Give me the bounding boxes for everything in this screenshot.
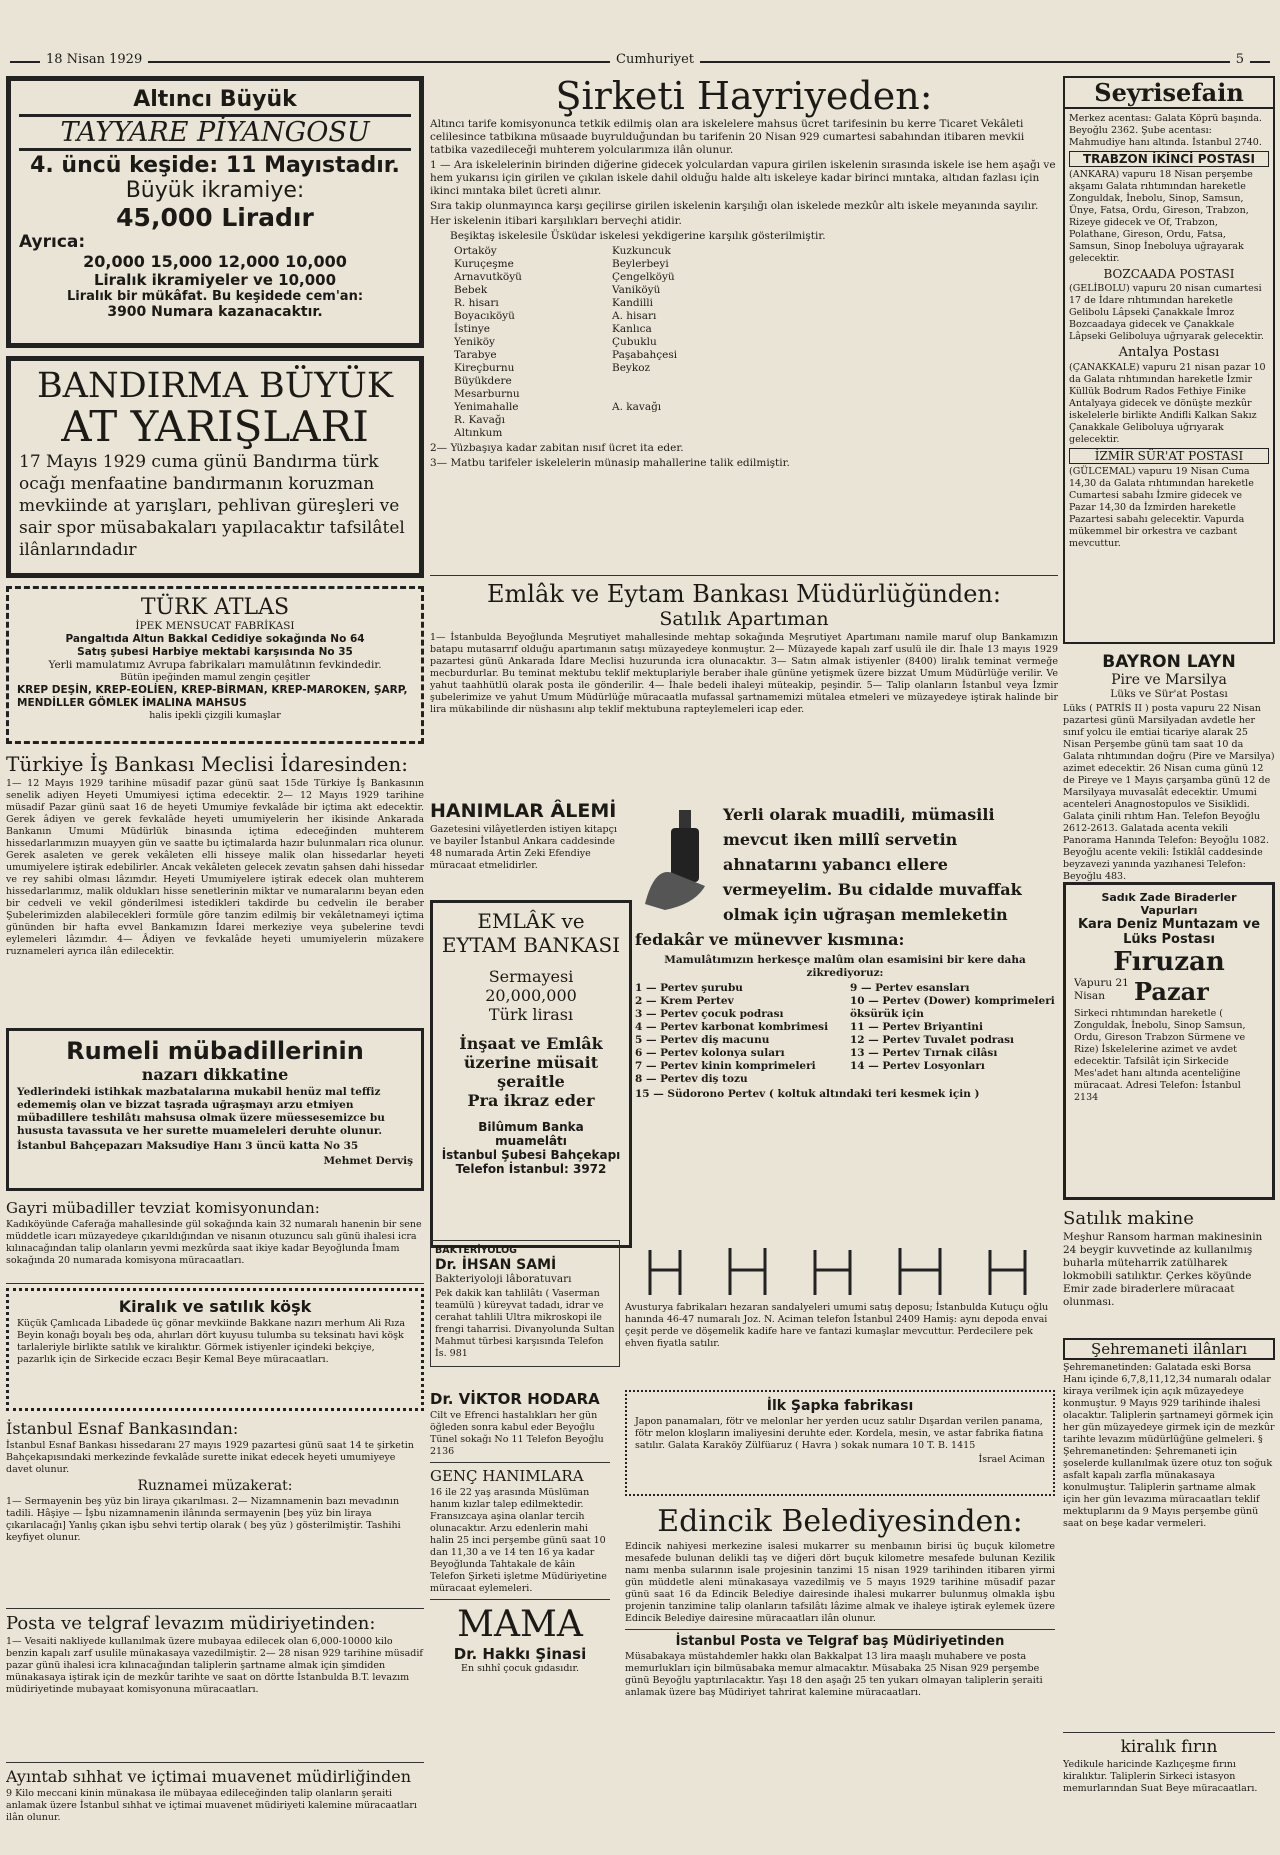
chairs-illustration [630, 1240, 1050, 1300]
sadik-date: Vapuru 21 Nisan [1074, 977, 1129, 1002]
tayyare-line10: 3900 Numara kazanacaktır. [107, 304, 323, 320]
pertev-item: 12 — Pertev Tuvalet podrası [850, 1034, 1015, 1046]
mid-ad-block [430, 800, 1058, 1390]
pier-right: Çubuklu [612, 336, 657, 348]
gayri-title: Gayri mübadiller tevziat komisyonundan: [6, 1199, 320, 1217]
tayyare-line5: 45,000 Liradır [116, 203, 314, 232]
pier-left: Yenimahalle [454, 401, 519, 413]
tayyare-ad [6, 76, 424, 348]
makine-title: Satılık makine [1063, 1208, 1194, 1229]
s1-title: TRABZON İKİNCİ POSTASI [1069, 151, 1269, 167]
masthead-title: Cumhuriyet [610, 52, 700, 67]
pertev-list [635, 982, 1055, 1086]
left-column [6, 76, 424, 1846]
pier-row [450, 284, 766, 297]
makine-ad [1063, 1208, 1275, 1338]
emlak2-title: EMLÂK ve EYTAM BANKASI [441, 909, 621, 957]
sirketi-p2: Sıra takip olunmayınca karşı geçilirse girilen iskelenin karşılığı olan iskelede mezkûr altı iskele meyanında sayılır. [430, 200, 1039, 212]
s3-body: (ÇANAKKALE) vapuru 21 nisan pazar 10 da Galata rıhtımından hareketle İzmir Küllük Bodrum Rados Fethiye Finike Antalyaya gidecek ve dönüşte mezkûr iskelelerle birlikte Andifli Kalkan Sakız Çanakkale Geliboluya uğrıyarak gelecektir. [1069, 362, 1266, 445]
hanimlar-body: Gazetesini vilâyetlerden istiyen kitapçı ve bayiler İstanbul Ankara caddesinde 48 numarada Artin Zeki Efendiye müracaat etmelidirler. [430, 824, 617, 871]
sirketi-p5: 3— Matbu tarifeler iskelelerin münasip mahallerine talik edilmiştir. [430, 457, 790, 469]
turkatlas-l2: Pangaltıda Altun Bakkal Cedidiye sokağında No 64 [65, 633, 365, 645]
hodara-body: Cilt ve Efrenci hastalıkları her gün öğleden sonra kabul eder Beyoğlu Tünel sokağı No 11 Telefon Beyoğlu 2136 [430, 1410, 604, 1457]
pier-row [450, 258, 766, 271]
posta-body: 1— Vesaiti nakliyede kullanılmak üzere mubayaa edilecek olan 6,000-10000 kilo benzin kapalı zarf usulile münakasaya vazedilmiştir. 2— 28 nisan 929 tarihine müsadif pazar günü ihalesi icra kılınacağından taliplerin şartname almak için şimdiden münakasaya iştirak için de mezkûr tarihte ve saat on dörtte İstanbulda B.T. levazım müdiriyetinde mubayaat komisyonuna müracaatları. [6, 1636, 423, 1695]
masthead-date: 18 Nisan 1929 [40, 52, 148, 67]
tayyare-line4: Büyük ikramiye: [125, 178, 305, 203]
sadik-ship: Fıruzan [1113, 947, 1225, 977]
turkatlas-l5: Bütün ipeğinden mamul zengin çeşitler [120, 672, 310, 683]
emlak2-l4: İstanbul Şubesi Bahçekapı [441, 1148, 621, 1162]
s4-body: (GÜLCEMAL) vapuru 19 Nisan Cuma 14,30 da Galata rıhtımından hareketle Cumartesi sabahı İzmire gidecek ve Pazar 14,30 da İzmirden hareketle Pazartesi sabahı gelecektir. Vapurda mükemmel bir orkestra ve cazbant mevcuttur. [1069, 466, 1254, 549]
hanimlar-title: HANIMLAR ÂLEMİ [430, 800, 617, 822]
genc-title: GENÇ HANIMLARA [430, 1467, 584, 1485]
bakteri-name: Dr. İHSAN SAMİ [435, 1257, 557, 1273]
turkatlas-l4: Yerli mamulatımız Avrupa fabrikaları mamulâtının fevkindedir. [48, 659, 382, 671]
emlak2-l5: Telefon İstanbul: 3972 [455, 1162, 607, 1176]
rumeli-title: Rumeli mübadillerinin [66, 1037, 364, 1065]
bayron-title: BAYRON LAYN [1102, 652, 1236, 672]
edincik-body: Edincik nahiyesi merkezine isalesi mukarrer su menbaının birisi üç buçuk kilometre mesafede bulunan delikli taş ve diğeri dört buçuk kilometre mesafede bulunan Kezilik namı menba sularının isale projesinin tanzimi 15 nisan 1929 tarihinden itibaren yirmi gün müddetle aleni münakasaya vazedilmiş ve 5 mayıs 1929 tarihine müsadif pazar günü saat 16 da Edincik Belediye dairesinde ihalesi mukarrer bulunmuş olmakla işbu projenin tanzimine talip olanların tafsilâtı lâzime almak ve ihaleye iştirak eylemek üzere Edincik Belediye dairesine müracaatları ilân olunur. [625, 1541, 1055, 1624]
s2-body: (GELİBOLU) vapuru 20 nisan cumartesi 17 de İdare rıhtımından hareketle Gelibolu Lâpseki Çanakkale İmroz Bozcaadaya gidecek ve Çanakkale Lâpseki Geliboluya uğrıyarak gelecektir. [1069, 283, 1264, 342]
emlak-bank-ad [430, 900, 632, 1248]
masthead-page-number: 5 [1230, 52, 1250, 67]
pier-left: Kuruçeşme [454, 258, 514, 270]
bayron-body: Lüks ( PATRİS II ) posta vapuru 22 Nisan pazartesi günü Marsilyadan avdetle her sınıf yolcu ile emtiai ticariye alarak 25 Nisan Perşembe günü tam saat 10 da Galata rıhtımından doğru (Pire ve Marsilya) azimet edecektir. 26 Nisan cuma günü 12 de Pireye ve 1 Mayıs çarşamba günü 12 de Marsilyaya muvasalât edecektir. Umumi acenteleri Anagnostopulos ve Sisiklidi. Galata çinili rıhtım Han. Telefon Beyoğlu 2612-2613. Galatada acenta vekili Panorama Hanında Telefon: Beyoğlu 1082. Beyoğlu acente vekili: İstiklâl caddesinde beyzavezi yanında yazıhanesi Telefon: Beyoğlu 483. [1063, 703, 1275, 882]
pertev-item: 7 — Pertev kinin komprimeleri [635, 1060, 816, 1072]
pier-right: Çengelköyü [612, 271, 675, 283]
pier-right: Vaniköyü [612, 284, 661, 296]
pier-left: Büyükdere [454, 375, 512, 387]
pertev-item: 1 — Pertev şurubu [635, 982, 743, 994]
sapka-title: İlk Şapka fabrikası [766, 1398, 914, 1414]
s2-title: BOZCAADA POSTASI [1103, 267, 1235, 281]
sehremaneti-body: Şehremanetinden: Galatada eski Borsa Hanı içinde 6,7,8,11,12,34 numaralı odalar kiraya verilmek için açık müzayedeye konmuştur. 9 Mayıs 929 tarihinde ihalesi olacaktır. Taliplerin şartnameyi görmek için her gün müzayedeye girmek için de mezkûr tarihte levazım müdürlüğüne gelmeleri. § Şehremanetinden: Şehremaneti için şoselerde kullanılmak üzere otuz ton soğuk asfalt kapalı zarfla münakasaya konulmuştur. Taliplerin şartname almak için her gün levazıma müracaatları teklif mektuplarını da 9 Mayıs perşembe günü saat on beşe kadar vermeleri. [1063, 1362, 1275, 1529]
sapka-body: Japon panamaları, fötr ve melonlar her yerden ucuz satılır Dışardan verilen panama, fötr melon kloşların imaliyesini deruhte eder. Kordela, mesin, ve astar fabrika fiatına satılır. Galata Karaköy Zülfüaruz ( Havra ) sokak numara 10 T. B. 1415 [635, 1416, 1044, 1451]
bakteri-head: BAKTERİYOLOG [435, 1245, 517, 1256]
s3-title: Antalya Postası [1118, 345, 1220, 360]
esnaf-ad [6, 1419, 424, 1604]
posta-title: Posta ve telgraf levazım müdiriyetinden: [6, 1613, 376, 1634]
lower-mid [430, 1240, 1055, 1390]
pier-left: Arnavutköyü [454, 271, 522, 283]
kiralik-title: Kiralık ve satılık köşk [118, 1297, 312, 1316]
pertev-item: 2 — Krem Pertev [635, 995, 734, 1007]
pier-row [450, 310, 766, 323]
tayyare-line9: Liralık bir mükâfat. Bu keşidede cem'an: [66, 289, 364, 304]
turkatlas-l6: KREP DEŞİN, KREP-EOLİEN, KREP-BİRMAN, KREP-MAROKEN, ŞARP, MENDİLLER GÖMLEK İMALINA MAHSUS [17, 684, 408, 709]
pier-left: Boyacıköyü [454, 310, 515, 322]
tayyare-line8: Liralık ikramiyeler ve 10,000 [93, 271, 337, 289]
firin-title: kiralık fırın [1120, 1737, 1218, 1757]
pertev-item: 6 — Pertev kolonya suları [635, 1047, 785, 1059]
pertev-ad [635, 800, 1055, 1230]
emlak-ad [430, 580, 1058, 800]
sehremaneti-ad [1063, 1338, 1275, 1728]
pier-left: Kireçburnu [454, 362, 515, 374]
sihhat-ad [6, 1767, 424, 1846]
sapka-sign: İsrael Aciman [978, 1454, 1045, 1465]
pier-left: R. Kavağı [454, 414, 505, 426]
pier-right: Kuzkuncuk [612, 245, 671, 257]
pertev-item: 9 — Pertev esansları [850, 982, 970, 994]
seyrisefain-ad [1063, 76, 1275, 644]
pier-left: Yeniköy [454, 336, 495, 348]
rumeli-sub: nazarı dikkatine [141, 1065, 289, 1084]
gayri-body: Kadıköyünde Caferağa mahallesinde gül sokağında kain 32 numaralı hanenin bir sene müddetle icarı müzayedeye çıkarıldığından ve nisanın otuzuncu salı günü ihalesi icra kılınacağından talip olanların yevmi mezkûrda saat ikiye kadar Beyoğlunda İmam sokağında 20 numarada komisyona müracaatları. [6, 1219, 422, 1266]
mama-slogan: En sıhhî çocuk gıdasıdır. [461, 1663, 579, 1674]
rumeli-addr: İstanbul Bahçepazarı Maksudiye Hanı 3 üncü katta No 35 [17, 1140, 359, 1152]
pier-right: Beykoz [612, 362, 651, 374]
esnaf-body: İstanbul Esnaf Bankası hissedaranı 27 mayıs 1929 pazartesi günü saat 14 te şirketin Bahçekapısındaki merkezinde fevkalâde surette inikat edecek heyeti umumiyeye davet olunur. [6, 1440, 414, 1475]
sadik-day: Pazar [1134, 977, 1209, 1006]
isbank-body: 1— 12 Mayıs 1929 tarihine müsadif pazar günü saat 15de Türkiye İş Bankasının senelik adiyen Heyeti Umumiyesi içtima edecektir. 2— 12 Mayıs 1929 tarihine müsadif Pazar günü saat 16 de heyeti Umumiye fevkalâde bir içtima akt edecektir. Gerek âdiyen ve gerek fevkalâde heyeti umumiyelerin her ikisinde Ankarada Bankanın Umumi Müdürlük binasında içtima edeceğinden muhterem hissedarlarımızın muayyen gün ve saatte bu içtimalarda hazır bulunmaları rica olunur. Gerek asaleten ve gerek vekâleten elli hisseye malik olan hissedarlar heyeti umumiyelere iştirak edebilirler. Ancak vekâleten gelecek zevatın şahsen dahi hissedar ve rey sahibi olması lâzımdır. Heyeti Umumiyelere iştirak edecek olan muhterem hissedarlarımız, malik oldukları hisse senetlerinin miktar ve numaralarını beyan eden bir cedveli ve vekil gönderilmesi istedikleri takdirde bu cedvelin ile beraber Şubelerimizden alabilecekleri formüle göre tanzim edilmiş bir vekâletnameyi içtima gününden bir hafta evvel Bankamızın İdarei merkeziye veya şubelerine tevdi eylemeleri lâzımdır. 4— Âdiyen ve fevkalâde heyeti umumiyelerin müzakere ruznameleri ayrıca ilân edilecektir. [6, 778, 424, 957]
hodara-name: Dr. VİKTOR HODARA [430, 1390, 600, 1408]
pier-right: Kanlıca [612, 323, 652, 335]
pier-left: Tarabye [454, 349, 497, 361]
sadik-title: Sadık Zade Biraderler Vapurları [1101, 891, 1237, 917]
pertev-item: 13 — Pertev Tırnak cilâsı [850, 1047, 998, 1059]
bandirma-title2: AT YARIŞLARI [61, 402, 369, 451]
esnaf-title: İstanbul Esnaf Bankasından: [6, 1419, 239, 1438]
hanimlar-ad [430, 800, 628, 874]
sirketi-intro: Altıncı tarife komisyonunca tetkik edilmiş olan ara iskelelere mahsus ücret tarifesinin bu kerre Ticaret Vekâleti celilesince tatbikına müsaade buyrulduğundan bu tarifenin 20 Nisan 929 cumartesi sabahından itibaren mevkii tatbika vazedileceği muhterem yolcularımıza ilân olunur. [430, 118, 1025, 156]
pertev-intro: Mamulâtımızın herkesçe malûm olan esamisini bir kere daha zikrediyoruz: [664, 954, 1026, 979]
pier-right [608, 427, 766, 440]
sirketi-pier-table [450, 245, 766, 440]
bandirma-title1: BANDIRMA BÜYÜK [36, 366, 394, 406]
emlak2-l3: Bilûmum Banka muamelâtı [478, 1120, 584, 1148]
turkatlas-ad [6, 586, 424, 744]
pertev-text: Yerli olarak muadili, mümasili mevcut iken millî servetin ahnatarını yabancı ellere vermeyelim. Bu cidalde muvaffak olmak için uğraşan memleketin fedakâr ve münevver kısmına: [635, 805, 1022, 949]
pertev-item: 14 — Pertev Losyonları [850, 1060, 985, 1072]
kiralik-kosk-ad [6, 1288, 424, 1411]
emlak-title: Emlâk ve Eytam Bankası Müdürlüğünden: [487, 580, 1001, 608]
pier-right [608, 388, 766, 401]
gayri-ad [6, 1199, 424, 1279]
sehremaneti-title: Şehremaneti ilânları [1063, 1338, 1275, 1360]
pier-row [450, 427, 766, 440]
sandalye-body: Avusturya fabrikaları hezaran sandalyeleri umumi satış deposu; İstanbulda Kutuçu oğlu hanında 46-47 numaralı Joz. N. Aciman telefon İstanbul 2409 Hamiş: aynı depoda envai çeşit perde ve döşemelik kadife hare ve fantazi kumaşlar mevcuttur. Perdecilere pek ehven fiyatla satılır. [625, 1302, 1049, 1349]
emlak2-lira: Türk lirası [488, 1005, 574, 1024]
pier-row [450, 349, 766, 362]
sapka-ad [625, 1390, 1055, 1496]
firin-body: Yedikule haricinde Kazlıçeşme fırını kiralıktır. Taliplerin Sirkeci istasyon memurlarından Suat Beye müracaatları. [1063, 1759, 1258, 1794]
pier-right [608, 414, 766, 427]
pertev-item: 3 — Pertev çocuk podrası [635, 1008, 784, 1020]
s4-title: İZMİR SÜR'AT POSTASI [1069, 448, 1269, 464]
sandalye-ad [625, 1240, 1055, 1350]
emlak2-l2: Pra ikraz eder [467, 1091, 595, 1110]
pier-row [450, 362, 766, 375]
makine-body: Meşhur Ransom harman makinesinin 24 beygir kuvvetinde az kullanılmış buharla müteharrik zatülharek lokmobili satılıktır. Çerkes köyünde Emir zade biraderlere müracaat olunması. [1063, 1231, 1263, 1308]
pier-left: Altınkum [454, 427, 503, 439]
bayron-sub: Pire ve Marsilya [1111, 672, 1227, 688]
emlak2-l1: İnşaat ve Emlâk üzerine müsait şeraitle [459, 1034, 603, 1091]
masthead [10, 52, 1270, 72]
isbank-ad [6, 752, 424, 1022]
posta-ad [6, 1613, 424, 1758]
bakteri-body: Pek dakik kan tahlilâtı ( Vaserman teamülü ) küreyvat tadadı, idrar ve cerahat tahlili Ultra mikroskopi ile frengi taharrisi. Divanyolunda Sultan Mahmut türbesi karşısında Telefon İs. 981 [435, 1288, 615, 1359]
ptt-body: Müsabakaya müstahdemler hakkı olan Bakkalpat 13 lira maaşlı muhabere ve posta memurlukları için bilmüsabaka memur almacaktır. Müsabaka 25 Nisan 929 perşembe günü Beyoğlu yaptırılacaktır. Yaşı 18 den aşağı 25 ten yukarı olmayan taliplerin şeraiti anlamak üzere baş Müdiriyet tahrirat kalemine müracaatları. [625, 1651, 1043, 1698]
esnaf-body2: 1— Sermayenin beş yüz bin liraya çıkarılması. 2— Nizamnamenin bazı mevadının tadili. Hâşiye — İşbu nizamnamenin ilânında sermayenin [beş yüz bin liraya çıkarılacağı] Yanlış çıkan işbu sehvi tertip olarak ( beş yüz ) gösterilmiştir. Tashihi keyfiyet olunur. [6, 1496, 401, 1543]
kiralik-body: Küçük Çamlıcada Libadede üç gönar mevkiinde Bakkane nazırı merhum Ali Rıza Beyin konağı boyalı beş oda, ahırları dört kuyusu tulumba su teksinatı havi köşk tarlaleriyle birlikte satılık ve kiralıktır. Görmek istiyenler içindeki bekçiye, pazarlık için de Sirkecide eczacı Beşir Kemal Beye müracaatları. [17, 1318, 406, 1365]
pier-row [450, 414, 766, 427]
s1-body: (ANKARA) vapuru 18 Nisan perşembe akşamı Galata rıhtımından hareketle Zonguldak, İnebolu, Sinop, Samsun, Ünye, Fatsa, Ordu, Gireson, Trabzon, Rizeye gidecek ve Of, Trabzon, Polathane, Gireson, Ordu, Fatsa, Samsun, Sinop İneboluya uğrayarak gelecektir. [1069, 169, 1253, 264]
right-column [1063, 76, 1275, 1846]
pier-row [450, 336, 766, 349]
pertev-item: 11 — Pertev Briyantini [850, 1021, 983, 1033]
seyrisefain-addr: Merkez acentası: Galata Köprü başında. Beyoğlu 2362. Şube acentası: Mahmudiye hanı altında. İstanbul 2740. [1069, 113, 1262, 148]
pier-row [450, 271, 766, 284]
pier-right [608, 375, 766, 388]
sadik-body: Sirkeci rıhtımından hareketle ( Zonguldak, İnebolu, Sinop Samsun, Ordu, Gireson Trabzon Sürmene ve Rize) İskelelerine azimet ve avdet edecektir. Tafsilât için Sirkecide Mes'adet hanı altında acenteliğine müracaat. Adresi Telefon: İstanbul 2134 [1074, 1008, 1246, 1103]
sadik-ad [1063, 882, 1275, 1200]
edincik-title: Edincik Belediyesinden: [657, 1504, 1023, 1539]
rumeli-body: Yedlerindeki istihkak mazbatalarına mukabil henüz mal teffiz edememiş olan ve bizzat taşrada uğraşmayı arzu etmiyen mübadillere teshilâtı mahsusa olmak üzere müessesemizce bu hususta tavassuta ve her surette muameleleri deruhte olunur. [17, 1086, 385, 1137]
sirketi-p3: Her iskelenin itibari karşılıkları berveçhi atidir. [430, 215, 682, 227]
sirketi-header: Beşiktaş iskelesile Üsküdar iskelesi yekdigerine karşılık gösterilmiştir. [450, 230, 826, 242]
turkatlas-l1: İPEK MENSUCAT FABRİKASI [135, 620, 295, 632]
ptt-title: İstanbul Posta ve Telgraf baş Müdiriyetinden [675, 1634, 1005, 1649]
pier-right: A. hisarı [612, 310, 657, 322]
hand-bottle-illustration [635, 804, 715, 914]
bakteri-lab: Bakteriyoloji lâboratuvarı [435, 1273, 572, 1285]
pier-right: Beylerbeyi [612, 258, 669, 270]
emlak-sub: Satılık Apartıman [659, 608, 829, 630]
pertev-item: 8 — Pertev diş tozu [635, 1073, 748, 1085]
pier-left: Mesarburnu [454, 388, 520, 400]
esnaf-ruzname: Ruznamei müzakerat: [137, 1478, 293, 1494]
seyrisefain-title: Seyrisefain [1065, 78, 1273, 109]
middle-column [430, 76, 1058, 1846]
bandirma-ad [6, 356, 424, 578]
tayyare-line6: Ayrıca: [19, 232, 86, 252]
pier-left: Ortaköy [454, 245, 497, 257]
sirketi-title: Şirketi Hayriyeden: [555, 76, 933, 118]
pertev-item: 5 — Pertev diş macunu [635, 1034, 770, 1046]
bayron-sub2: Lüks ve Sür'at Postası [1110, 688, 1228, 700]
tayyare-title: TAYYARE PİYANGOSU [19, 114, 411, 151]
pier-right: A. kavağı [612, 401, 662, 413]
rumeli-ad [6, 1028, 424, 1191]
pertev-last: 15 — Südorono Pertev ( koltuk altındaki teri kesmek için ) [635, 1088, 980, 1100]
pier-row [450, 323, 766, 336]
pier-right: Paşabahçesi [612, 349, 678, 361]
rumeli-sign: Mehmet Derviş [323, 1155, 413, 1167]
pier-row [450, 297, 766, 310]
bakteri-ad [430, 1240, 620, 1367]
turkatlas-l3: Satış şubesi Harbiye mektabi karşısında No 35 [77, 646, 353, 658]
sihhat-title: Ayıntab sıhhat ve içtimai muavenet müdirliğinden [6, 1767, 411, 1786]
sihhat-body: 9 Kilo meccani kinin münakasa ile mübayaa edileceğinden talip olanların şeraiti anlamak üzere İstanbul sıhhat ve içtimai muavenet müdiriyeti kalemine müracaatları ilân olunur. [6, 1788, 417, 1823]
firin-ad [1063, 1737, 1275, 1837]
mama-title: MAMA [457, 1604, 583, 1645]
pier-left: İstinye [454, 323, 491, 335]
turkatlas-l7: halis ipekli çizgili kumaşlar [149, 710, 281, 721]
sirketi-ad [430, 76, 1058, 571]
isbank-title: Türkiye İş Bankası Meclisi İdaresinden: [6, 752, 409, 776]
tayyare-line7: 20,000 15,000 12,000 10,000 [83, 252, 347, 271]
tayyare-line1: Altıncı Büyük [133, 87, 297, 112]
pier-row [450, 375, 766, 388]
tayyare-line3: 4. üncü keşide: 11 Mayıstadır. [30, 153, 400, 178]
emlak2-capital: Sermayesi 20,000,000 [485, 967, 577, 1005]
mama-name: Dr. Hakkı Şinasi [453, 1645, 587, 1663]
bandirma-body: 17 Mayıs 1929 cuma günü Bandırma türk ocağı menfaatine bandırmanın koruzman mevkiinde at yarışları, pehlivan güreşleri ve sair spor müsabakaları yapılacaktır tafsilâtel ilânlarındadır [19, 452, 405, 560]
pier-row [450, 401, 766, 414]
right-mid-bottom [625, 1390, 1055, 1701]
turkatlas-title: TÜRK ATLAS [140, 595, 290, 620]
genc-body: 16 ile 22 yaş arasında Müslüman hanım kızlar talep edilmektedir. Fransızcaya aşina olanlar tercih olunacaktır. Arzu edenlerin mahi halin 25 inci perşembe günü saat 10 dan 11,30 a ve 14 ten 16 ya kadar Beyoğlunda Tahtakale de kâin Telefon Şirketi işletme Müdüriyetine müracaat eylemeleri. [430, 1487, 607, 1594]
pertev-item: 4 — Pertev karbonat kombrimesi [635, 1021, 829, 1033]
pier-row [450, 388, 766, 401]
hodara-ad [430, 1390, 610, 1675]
pertev-item: 10 — Pertev (Dower) komprimeleri öksürük için [850, 995, 1055, 1020]
pier-left: R. hisarı [454, 297, 499, 309]
pier-right: Kandilli [612, 297, 654, 309]
bottom-mid [430, 1390, 1058, 1830]
sadik-sub: Kara Deniz Muntazam ve Lüks Postası [1077, 917, 1261, 947]
pier-left: Bebek [454, 284, 488, 296]
emlak-body: 1— İstanbulda Beyoğlunda Meşrutiyet mahallesinde mehtap sokağında Meşrutiyet Apartımanı namile maruf olup Bankamızın batapu mutasarrıf olduğu apartımanın satışı müzayedeye konmuştur. 2— Müzayede kapalı zarf usulü ile dir. İhale 13 mayıs 1929 pazartesi günü Ankarada İdare Meclisi huzurunda icra olunacaktır. 3— Satın almak istiyenler (8400) liralık teminat vermeğe mecburdurlar. Bu teminat mektubu teklif mektuplariyle beraber ihale gününe yetişmek üzere bizzat Umum Müdürlüğe verilir. Ve yahut taahhütlü olarak posta ile gönderilir. 4— İhale bedeli ihaleyi müteakip, peşindir. 5— Talip olanların İstanbul veya İzmir şubelerimize ve yahut Umum Müdürlüğe müracaatla mufassal şartnamemizi mütalea etmeleri ve müzayedeye iştirak halinde bir lira mükabilinde dir nüshasını alıp teklif mektubuna rapteylemeleri icap eder. [430, 632, 1058, 715]
pier-row [450, 245, 766, 258]
bayron-ad [1063, 652, 1275, 882]
sirketi-p1: 1 — Ara iskelelerinin birinden diğerine gidecek yolculardan vapura girilen iskelenin sırasında iskele ise hem aşağı ve hem yukarısı için girilen ve çıkılan iskele dahil olduğu halde altı iskeleye kadar birinci mıntaka, altıdan fazlası için ikinci mıntaka bilet ücreti alınır. [430, 159, 1056, 197]
sirketi-p4: 2— Yüzbaşıya kadar zabitan nısıf ücret ita eder. [430, 442, 684, 454]
